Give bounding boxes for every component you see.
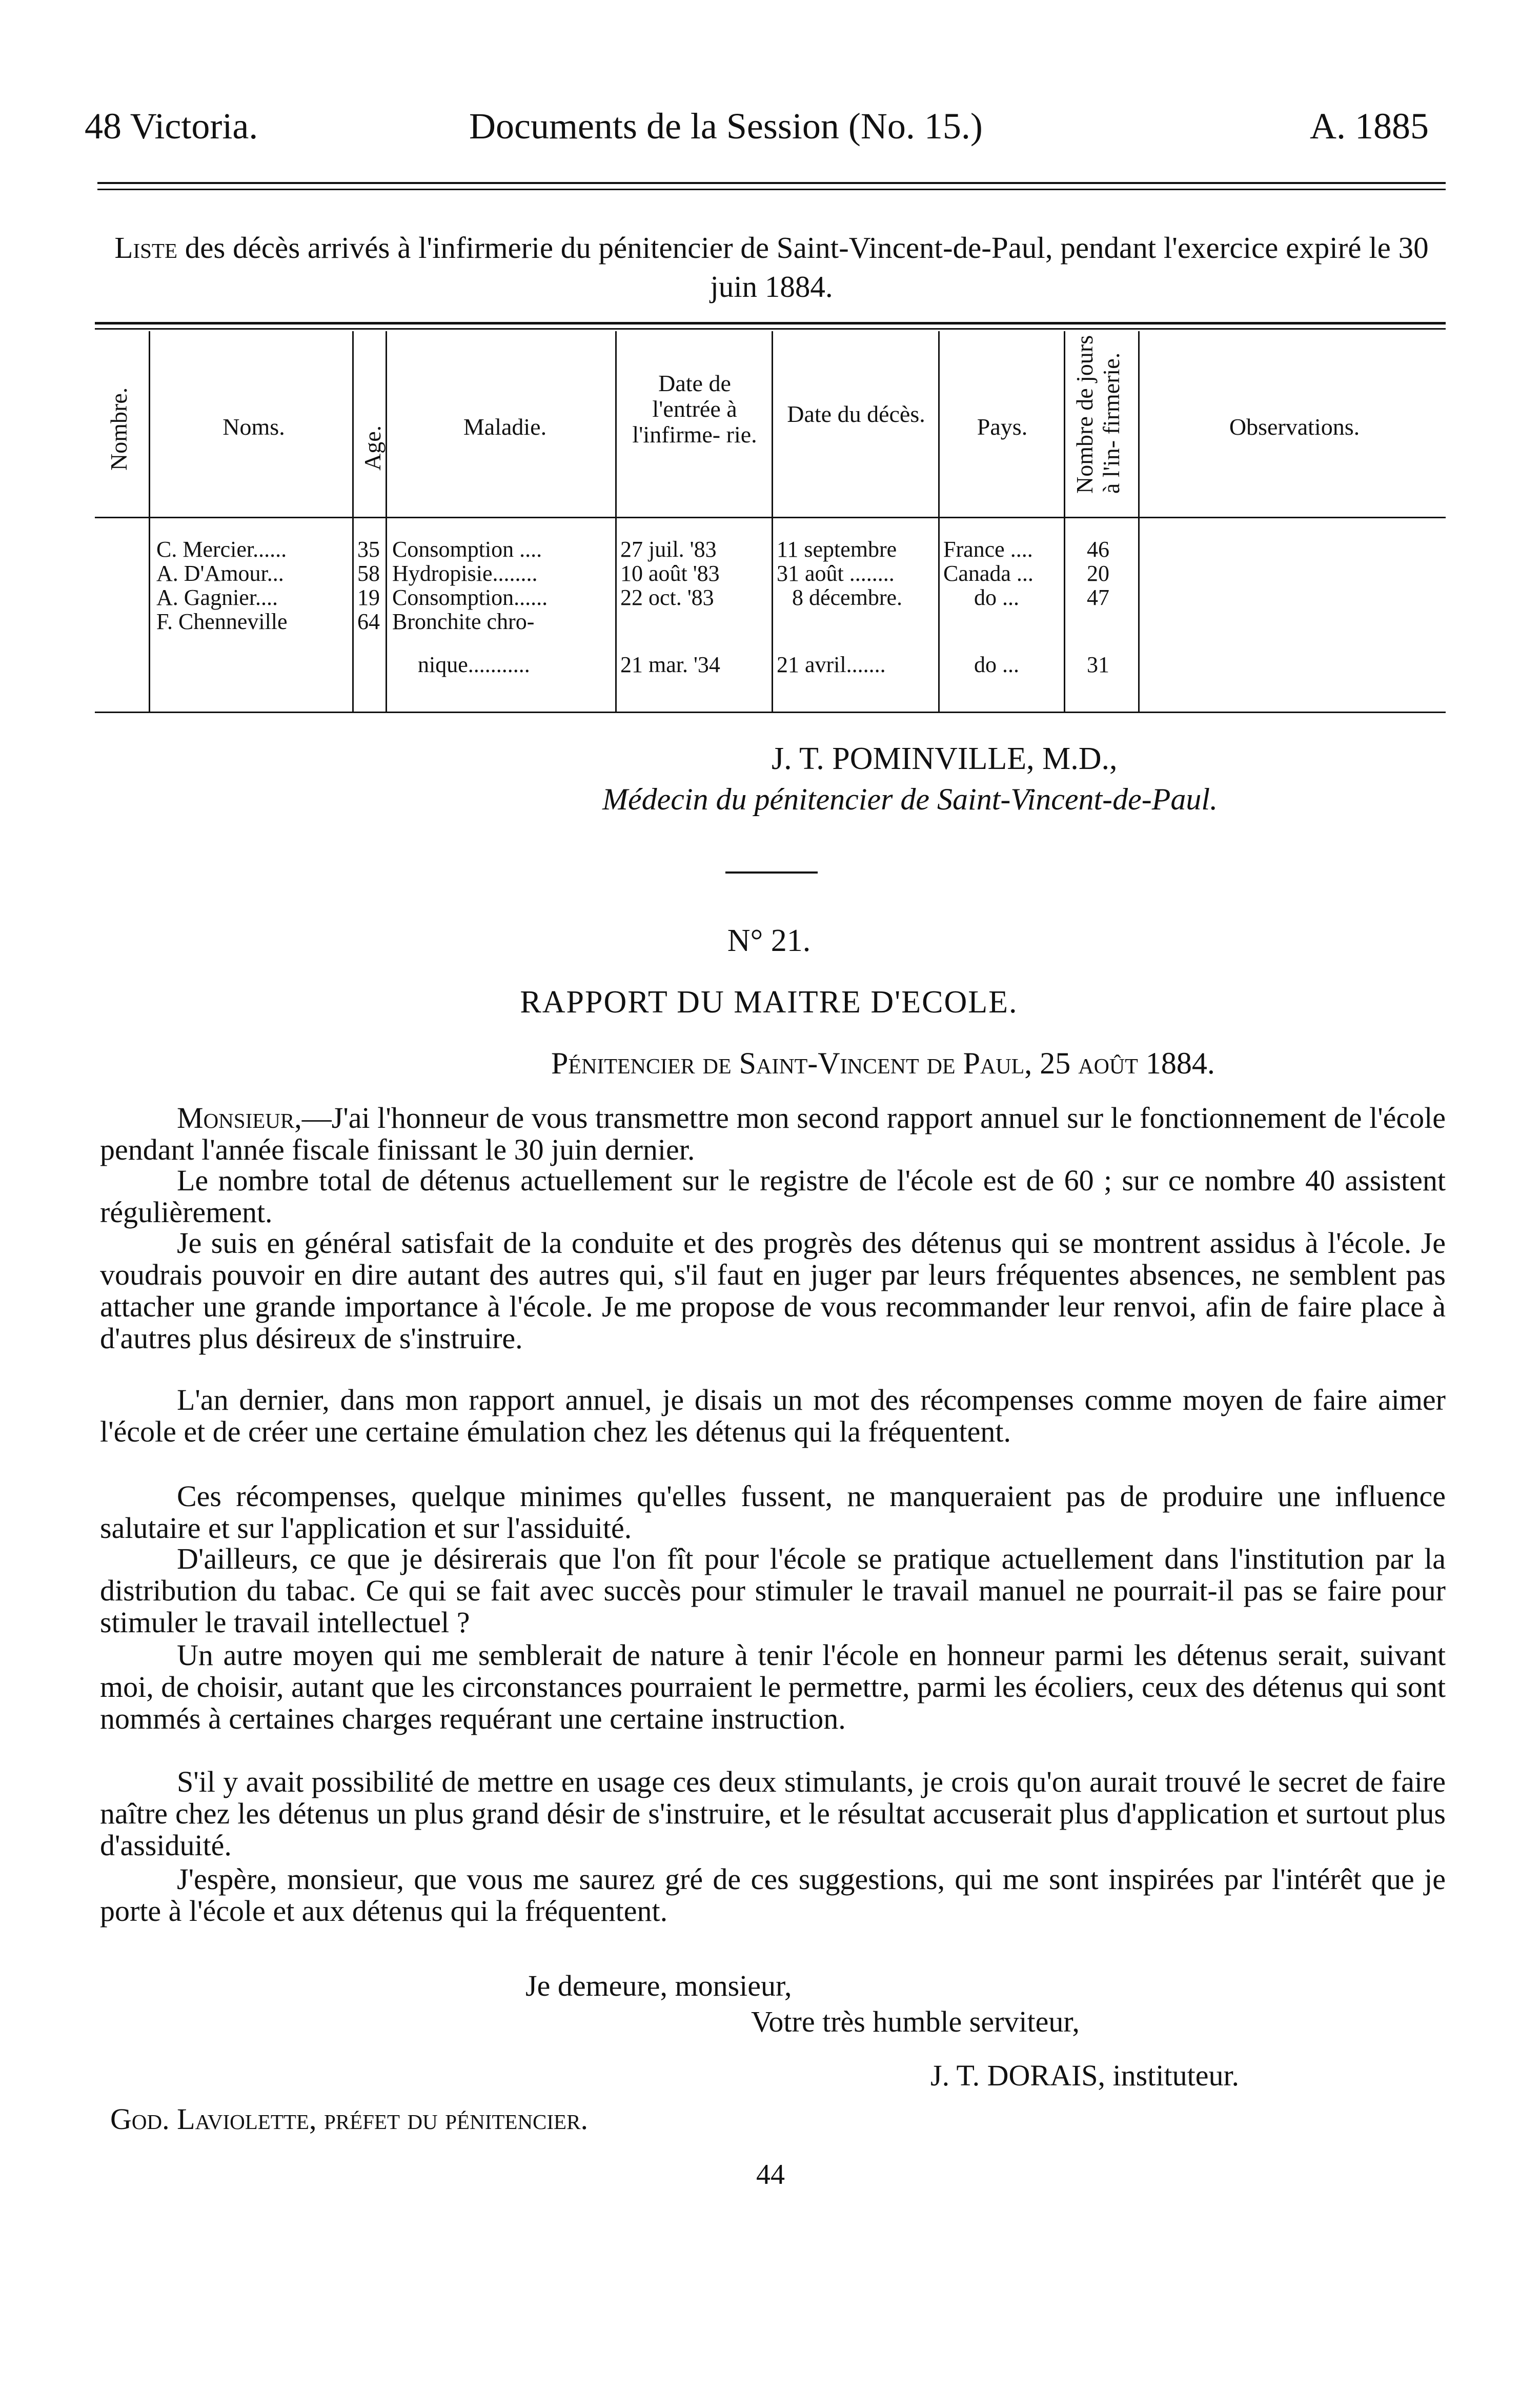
page-number: 44 xyxy=(756,2159,785,2191)
cell-jours: 20 xyxy=(1087,561,1109,586)
cell-deces: 11 septembre xyxy=(777,537,897,562)
cell-pays: Canada ... xyxy=(943,561,1034,586)
paragraph-text: —J'ai l'honneur de vous transmettre mon second rapport annuel sur le fonctionnement de l'école pendant l'année fiscale finissant le 30 juin dernier. xyxy=(100,1101,1446,1166)
report-paragraph: S'il y avait possibilité de mettre en usage ces deux stimulants, je crois qu'on aurait trouvé le secret de faire naître chez les détenus un plus grand désir de s'instruire, et le résultat accuserait plus d'application et surtout plus d'assiduité. xyxy=(100,1765,1446,1862)
cell-pays: France .... xyxy=(943,537,1033,562)
cell-age: 58 xyxy=(357,561,380,586)
cell-age: 35 xyxy=(357,537,380,562)
header-center: Documents de la Session (No. 15.) xyxy=(469,106,983,147)
header-left: 48 Victoria. xyxy=(85,106,258,147)
report-place-date: Pénitencier de Saint-Vincent de Paul, 25 août 1884. xyxy=(551,1046,1215,1080)
col-divider xyxy=(772,331,773,712)
col-divider xyxy=(386,331,387,712)
cell-maladie: Bronchite chro- xyxy=(392,609,535,634)
cell-entree: 10 août '83 xyxy=(620,561,720,586)
table-top-rule-2 xyxy=(95,328,1446,330)
closing-line-1: Je demeure, monsieur, xyxy=(525,1969,792,2002)
report-paragraph: Le nombre total de détenus actuellement sur le registre de l'école est de 60 ; sur ce nombre 40 assistent régulièrement. xyxy=(100,1164,1446,1229)
cell-nom: A. Gagnier.... xyxy=(156,585,278,610)
caption-text: des décès arrivés à l'infirmerie du pénitencier de Saint-Vincent-de-Paul, pendant l'exercice expiré le 30 juin 1884. xyxy=(177,231,1429,303)
col-divider xyxy=(1064,331,1065,712)
cell-deces: 21 avril....... xyxy=(777,652,886,677)
header-observations: Observations. xyxy=(1229,414,1360,440)
col-divider xyxy=(615,331,617,712)
cell-jours: 46 xyxy=(1087,537,1109,562)
cell-age: 64 xyxy=(357,609,380,634)
report-paragraph: Je suis en général satisfait de la conduite et des progrès des détenus qui se montrent assidus à l'école. Je voudrais pouvoir en dire autant des autres qui, s'il faut en juger par leurs fréquentes absences, ne semblent pas attacher une grande importance à l'école. Je me propose de vous recommander leur renvoi, afin de faire place à d'autres plus désireux de s'instruire. xyxy=(100,1226,1446,1355)
header-entree: Date de l'entrée à l'infirme- rie. xyxy=(632,370,757,448)
table-header-rule xyxy=(95,517,1446,518)
header-right: A. 1885 xyxy=(1310,106,1429,147)
section-divider xyxy=(725,871,818,874)
table-bottom-rule xyxy=(95,712,1446,713)
cell-entree: 22 oct. '83 xyxy=(620,585,714,610)
report-paragraph: Un autre moyen qui me semblerait de nature à tenir l'école en honneur parmi les détenus serait, suivant moi, de choisir, autant que les circonstances pourraient le permettre, parmi les écoliers, ceux des détenus qui sont nommés à certaines charges requérant une certaine instruction. xyxy=(100,1638,1446,1735)
report-title: RAPPORT DU MAITRE D'ECOLE. xyxy=(520,985,1018,1020)
header-maladie: Maladie. xyxy=(463,414,547,440)
col-divider xyxy=(938,331,940,712)
cell-jours: 47 xyxy=(1087,585,1109,610)
header-age: Age. xyxy=(359,425,386,471)
col-divider xyxy=(1138,331,1140,712)
cell-entree: 21 mar. '34 xyxy=(620,652,720,677)
header-noms: Noms. xyxy=(222,414,285,440)
report-number: N° 21. xyxy=(727,923,811,958)
cell-maladie: Consomption...... xyxy=(392,585,548,610)
cell-nom: C. Mercier...... xyxy=(156,537,287,562)
header-rule-bottom xyxy=(97,189,1446,190)
table-top-rule xyxy=(95,322,1446,325)
cell-jours: 31 xyxy=(1087,652,1109,677)
header-jours: Nombre de jours à l'in- firmerie. xyxy=(1071,335,1124,494)
cell-deces: 8 décembre. xyxy=(792,585,902,610)
caption-lead: Liste xyxy=(114,231,177,265)
report-paragraph: Ces récompenses, quelque minimes qu'elles fussent, ne manqueraient pas de produire une influence salutaire et sur l'application et sur l'assiduité. xyxy=(100,1479,1446,1545)
col-divider xyxy=(149,331,150,712)
table-caption xyxy=(100,228,1443,306)
cell-nom: A. D'Amour... xyxy=(156,561,284,586)
cell-pays: do ... xyxy=(974,652,1019,677)
report-paragraph: D'ailleurs, ce que je désirerais que l'on fît pour l'école se pratique actuellement dans l'institution par la distribution du tabac. Ce qui se fait avec succès pour stimuler le travail manuel ne pourrait-il pas se faire pour stimuler le travail intellectuel ? xyxy=(100,1542,1446,1639)
physician-name: J. T. POMINVILLE, M.D., xyxy=(772,741,1118,776)
cell-maladie: Hydropisie........ xyxy=(392,561,538,586)
salutation: Monsieur, xyxy=(177,1101,302,1134)
physician-title: Médecin du pénitencier de Saint-Vincent-de-Paul. xyxy=(602,782,1218,816)
cell-maladie-cont: nique........... xyxy=(418,652,530,677)
col-divider xyxy=(352,331,354,712)
header-nombre: Nombre. xyxy=(106,387,132,471)
cell-deces: 31 août ........ xyxy=(777,561,895,586)
deaths-table xyxy=(95,322,1446,722)
header-pays: Pays. xyxy=(977,414,1028,440)
report-paragraph: L'an dernier, dans mon rapport annuel, je disais un mot des récompenses comme moyen de faire aimer l'école et de créer une certaine émulation chez les détenus qui la fréquentent. xyxy=(100,1383,1446,1448)
header-rule-top xyxy=(97,182,1446,184)
cell-nom: F. Chenneville xyxy=(156,609,288,634)
header-deces: Date du décès. xyxy=(787,401,925,427)
report-paragraph: J'espère, monsieur, que vous me saurez gré de ces suggestions, qui me sont inspirées par l'intérêt que je porte à l'école et aux détenus qui la fréquentent. xyxy=(100,1862,1446,1928)
cell-age: 19 xyxy=(357,585,380,610)
cell-entree: 27 juil. '83 xyxy=(620,537,717,562)
cell-maladie: Consomption .... xyxy=(392,537,542,562)
prefect-line: God. Laviolette, préfet du pénitencier. xyxy=(110,2102,588,2136)
closing-line-2: Votre très humble serviteur, xyxy=(751,2005,1080,2038)
cell-pays: do ... xyxy=(974,585,1019,610)
teacher-signature: J. T. DORAIS, instituteur. xyxy=(930,2059,1240,2092)
report-paragraph xyxy=(100,1102,1446,1166)
